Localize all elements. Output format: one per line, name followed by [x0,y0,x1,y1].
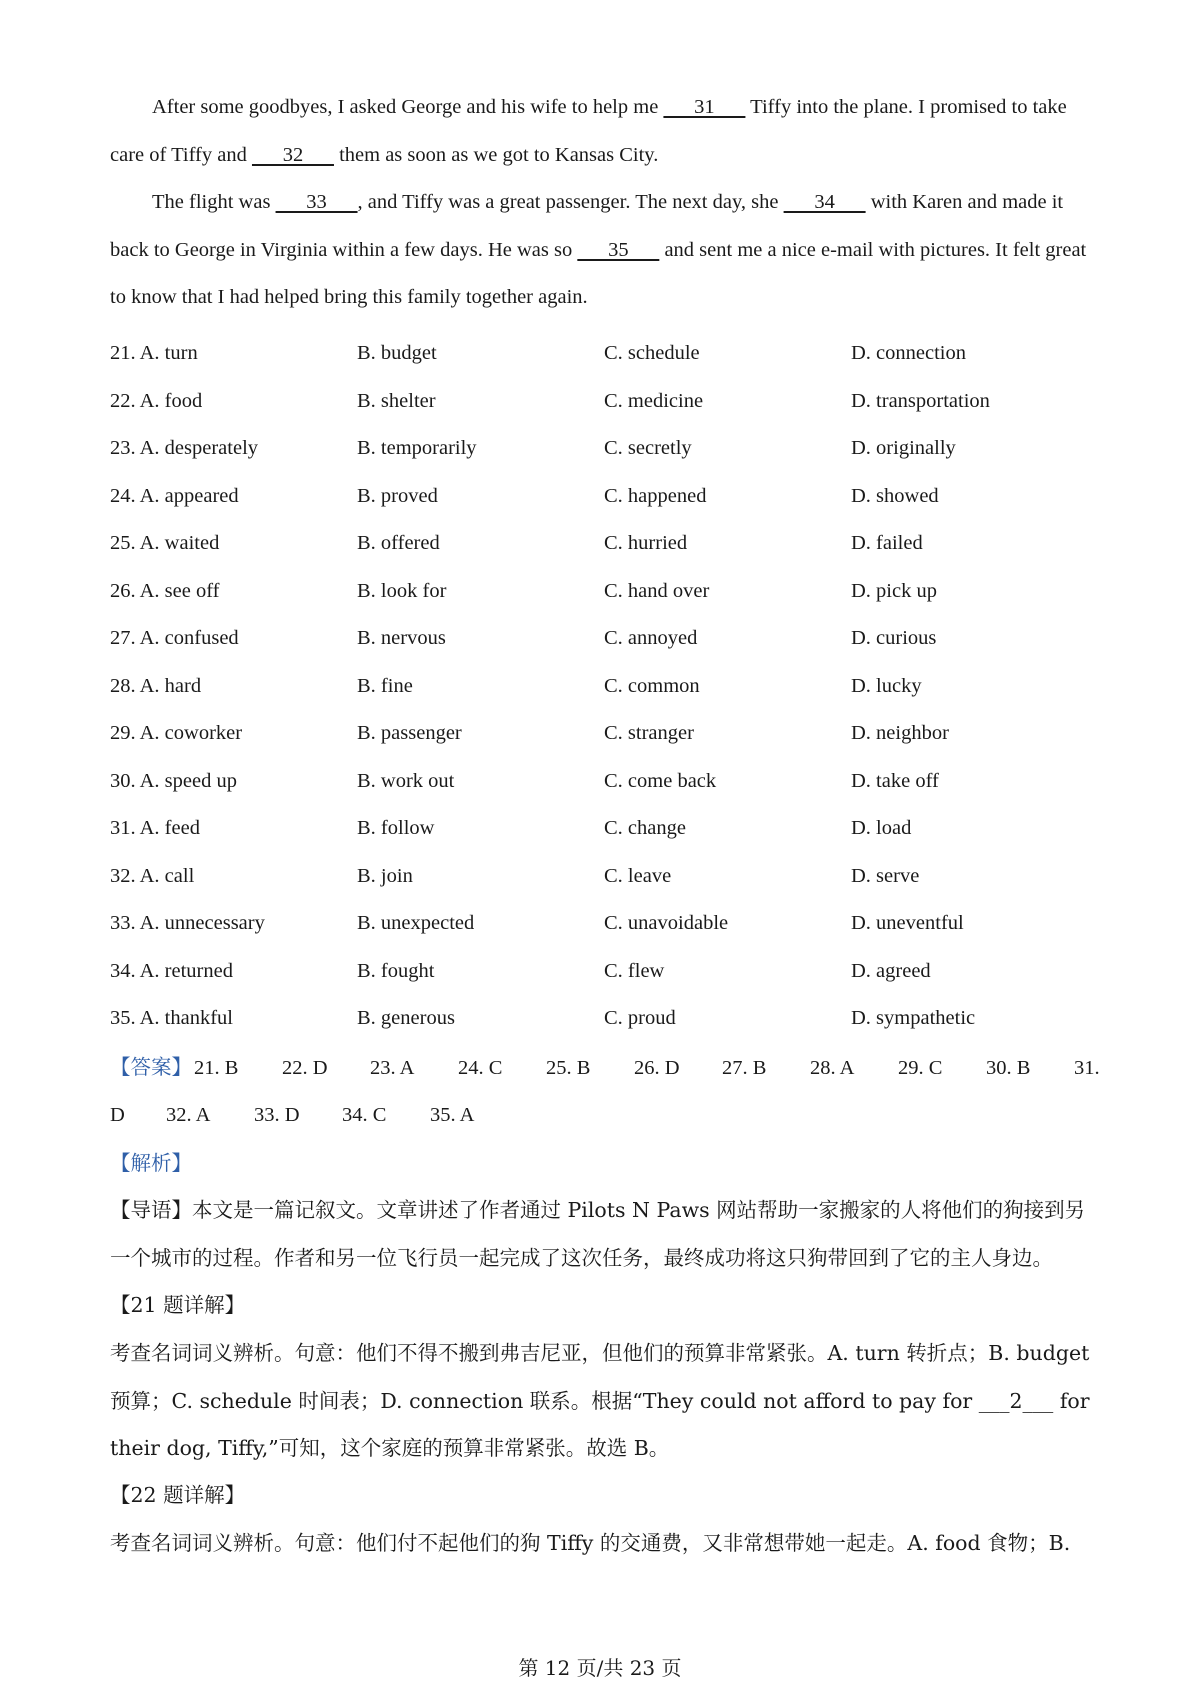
option-row [110,568,1110,616]
option-row [110,330,1110,378]
q21-text: 考查名词词义辨析。句意：他们不得不搬到弗吉尼亚，但他们的预算非常紧张。A. turn 转折点；B. budget 预算；C. schedule 时间表；D. connection 联系。根据“They could not afford to pay for [110,1341,1090,1413]
option-row [110,853,1110,901]
option-c: C. come back [604,769,717,792]
answer-item: 24. C [458,1057,503,1079]
option-d: D. agreed [851,959,931,982]
option-d: D. load [851,817,912,839]
question-option-a: 35. A. thankful [110,1007,233,1029]
option-d: D. sympathetic [851,1007,976,1029]
q22-heading: 【22 题详解】 [110,1483,246,1507]
question-option-a: 33. A. unnecessary [110,912,265,934]
answer-item: 23. A [370,1057,415,1079]
question-option-a: 34. A. returned [110,959,233,982]
option-row [110,425,1110,473]
option-c: C. happened [604,484,707,507]
answer-label: 【答案】 [110,1057,192,1079]
analysis-label: 【解析】 [110,1151,192,1175]
option-row [110,710,1110,758]
intro-paragraph: 【导语】本文是一篇记叙文。文章讲述了作者通过 Pilots N Paws 网站帮助一家搬家的人将他们的狗接到另一个城市的过程。作者和另一位飞行员一起完成了这次任务，最终成功将这只狗带回到了它的主人身边。 [110,1198,1086,1270]
option-d: D. serve [851,864,920,887]
question-option-a: 27. A. confused [110,627,239,649]
answer-item: 33. D [254,1104,300,1126]
answer-item: 26. D [634,1057,680,1079]
question-option-a: 29. A. coworker [110,722,243,744]
option-c: C. hand over [604,579,710,602]
blank-31: 31 [663,96,746,118]
option-d: D. originally [851,437,956,459]
question-option-a: 24. A. appeared [110,484,239,507]
option-b: B. unexpected [357,912,475,934]
option-d: D. uneventful [851,912,964,934]
option-b: B. temporarily [357,437,477,459]
option-c: C. change [604,817,686,839]
question-option-a: 21. A. turn [110,342,198,364]
question-option-a: 32. A. call [110,864,195,887]
option-row [110,663,1110,711]
answer-item: 29. C [898,1057,943,1079]
blank-33: 33 [275,191,358,213]
option-row [110,758,1110,806]
q21-explanation [110,1330,1100,1473]
option-b: B. follow [357,817,435,839]
option-c: C. unavoidable [604,912,729,934]
passage-text: After some goodbyes, I asked George and his wife to help me [152,96,664,118]
answer-item: 21. B [194,1057,239,1079]
q21-text: for their dog, Tiffy,”可知，这个家庭的预算非常紧张。故选 B。 [110,1388,1090,1460]
question-option-a: 25. A. waited [110,532,220,554]
option-row [110,473,1110,521]
passage-text: with Karen and made it back to George in Virginia within a few days. He was so [110,191,1064,261]
option-d: D. connection [851,342,966,364]
option-d: D. lucky [851,674,922,697]
option-b: B. fought [357,959,435,982]
option-b: B. join [357,864,413,887]
answer-item: 25. B [546,1057,591,1079]
question-option-a: 23. A. desperately [110,437,259,459]
option-c: C. flew [604,959,665,982]
option-c: C. schedule [604,342,700,364]
option-b: B. generous [357,1007,455,1029]
option-row [110,378,1110,426]
passage-text: , and Tiffy was a great passenger. The next day, she [357,191,784,213]
option-c: C. hurried [604,532,688,554]
option-b: B. shelter [357,389,436,412]
q21-blank: ___2___ [978,1388,1054,1413]
passage-text: them as soon as we got to Kansas City. [333,143,659,166]
question-option-a: 30. A. speed up [110,769,237,792]
option-c: C. stranger [604,722,694,744]
option-row [110,948,1110,996]
option-d: D. showed [851,484,939,507]
option-row [110,805,1110,853]
option-row [110,900,1110,948]
option-row [110,520,1110,568]
q21-heading: 【21 题详解】 [110,1293,246,1317]
blank-35: 35 [577,238,660,261]
option-b: B. budget [357,342,437,364]
option-b: B. nervous [357,627,446,649]
question-option-a: 31. A. feed [110,817,200,839]
q22-explanation: 考查名词词义辨析。句意：他们付不起他们的狗 Tiffy 的交通费，又非常想带她一起走。A. food 食物；B. [110,1531,1071,1555]
answer-item: D [110,1104,125,1126]
question-option-a: 26. A. see off [110,579,220,602]
passage-text: The flight was [152,191,276,213]
option-c: C. leave [604,864,672,887]
answer-item: 22. D [282,1057,328,1079]
blank-34: 34 [783,191,866,213]
blank-32: 32 [251,143,334,166]
option-row [110,995,1110,1043]
option-d: D. transportation [851,389,990,412]
question-option-a: 22. A. food [110,389,203,412]
option-d: D. pick up [851,579,937,602]
option-b: B. proved [357,484,438,507]
option-c: C. annoyed [604,627,698,649]
option-b: B. look for [357,579,447,602]
answer-item: 30. B [986,1057,1031,1079]
answer-item: 31. [1074,1057,1100,1079]
option-c: C. proud [604,1007,676,1029]
answer-item: 28. A [810,1057,855,1079]
answer-item: 34. C [342,1104,387,1126]
option-b: B. fine [357,674,413,697]
passage-text: and sent me a nice e-mail with pictures. It felt great to know that I had helped bring this family together again. [110,238,1087,308]
option-b: B. offered [357,532,440,554]
passage-paragraph-2 [110,179,1100,322]
option-b: B. work out [357,769,455,792]
answer-row-1 [110,1045,1110,1093]
option-c: C. common [604,674,700,697]
passage-paragraph-1 [110,84,1100,179]
option-c: C. medicine [604,389,704,412]
answer-row-2 [110,1092,1110,1140]
option-d: D. curious [851,627,937,649]
answer-item: 27. B [722,1057,767,1079]
question-option-a: 28. A. hard [110,674,202,697]
answer-item: 32. A [166,1104,211,1126]
option-d: D. failed [851,532,923,554]
option-b: B. passenger [357,722,462,744]
option-c: C. secretly [604,437,692,459]
answer-item: 35. A [430,1104,475,1126]
option-d: D. take off [851,769,939,792]
option-d: D. neighbor [851,722,949,744]
passage-text: Tiffy into the plane. I promised to take care of Tiffy and [110,96,1067,166]
page-footer: 第 12 页/共 23 页 [518,1656,682,1680]
option-row [110,615,1110,663]
